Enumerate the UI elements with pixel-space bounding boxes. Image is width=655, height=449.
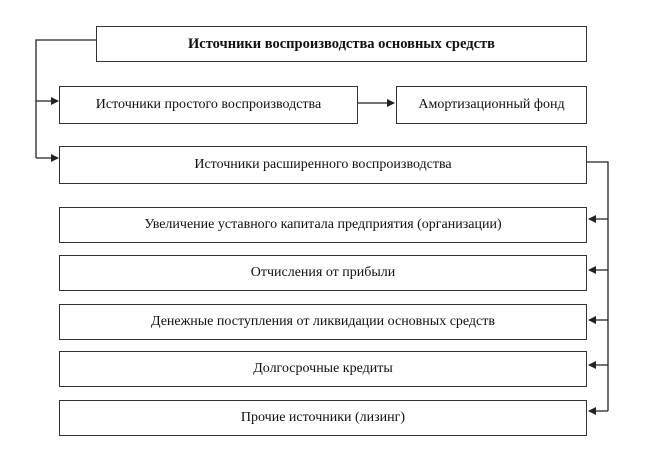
extended-reproduction-box: Источники расширенного воспроизводства [59,146,587,184]
title-box: Источники воспроизводства основных средств [96,26,587,62]
item-long-term-loans: Долгосрочные кредиты [59,351,587,387]
item-profit-deductions: Отчисления от прибыли [59,255,587,291]
simple-reproduction-box: Источники простого воспроизводства [59,86,358,124]
item-other-sources: Прочие источники (лизинг) [59,400,587,436]
item-liquidation-proceeds: Денежные поступления от ликвидации основных средств [59,304,587,340]
item-authorized-capital: Увеличение уставного капитала предприятия (организации) [59,207,587,243]
connector-extended-right [587,162,608,411]
amortization-fund-box: Амортизационный фонд [396,86,587,124]
